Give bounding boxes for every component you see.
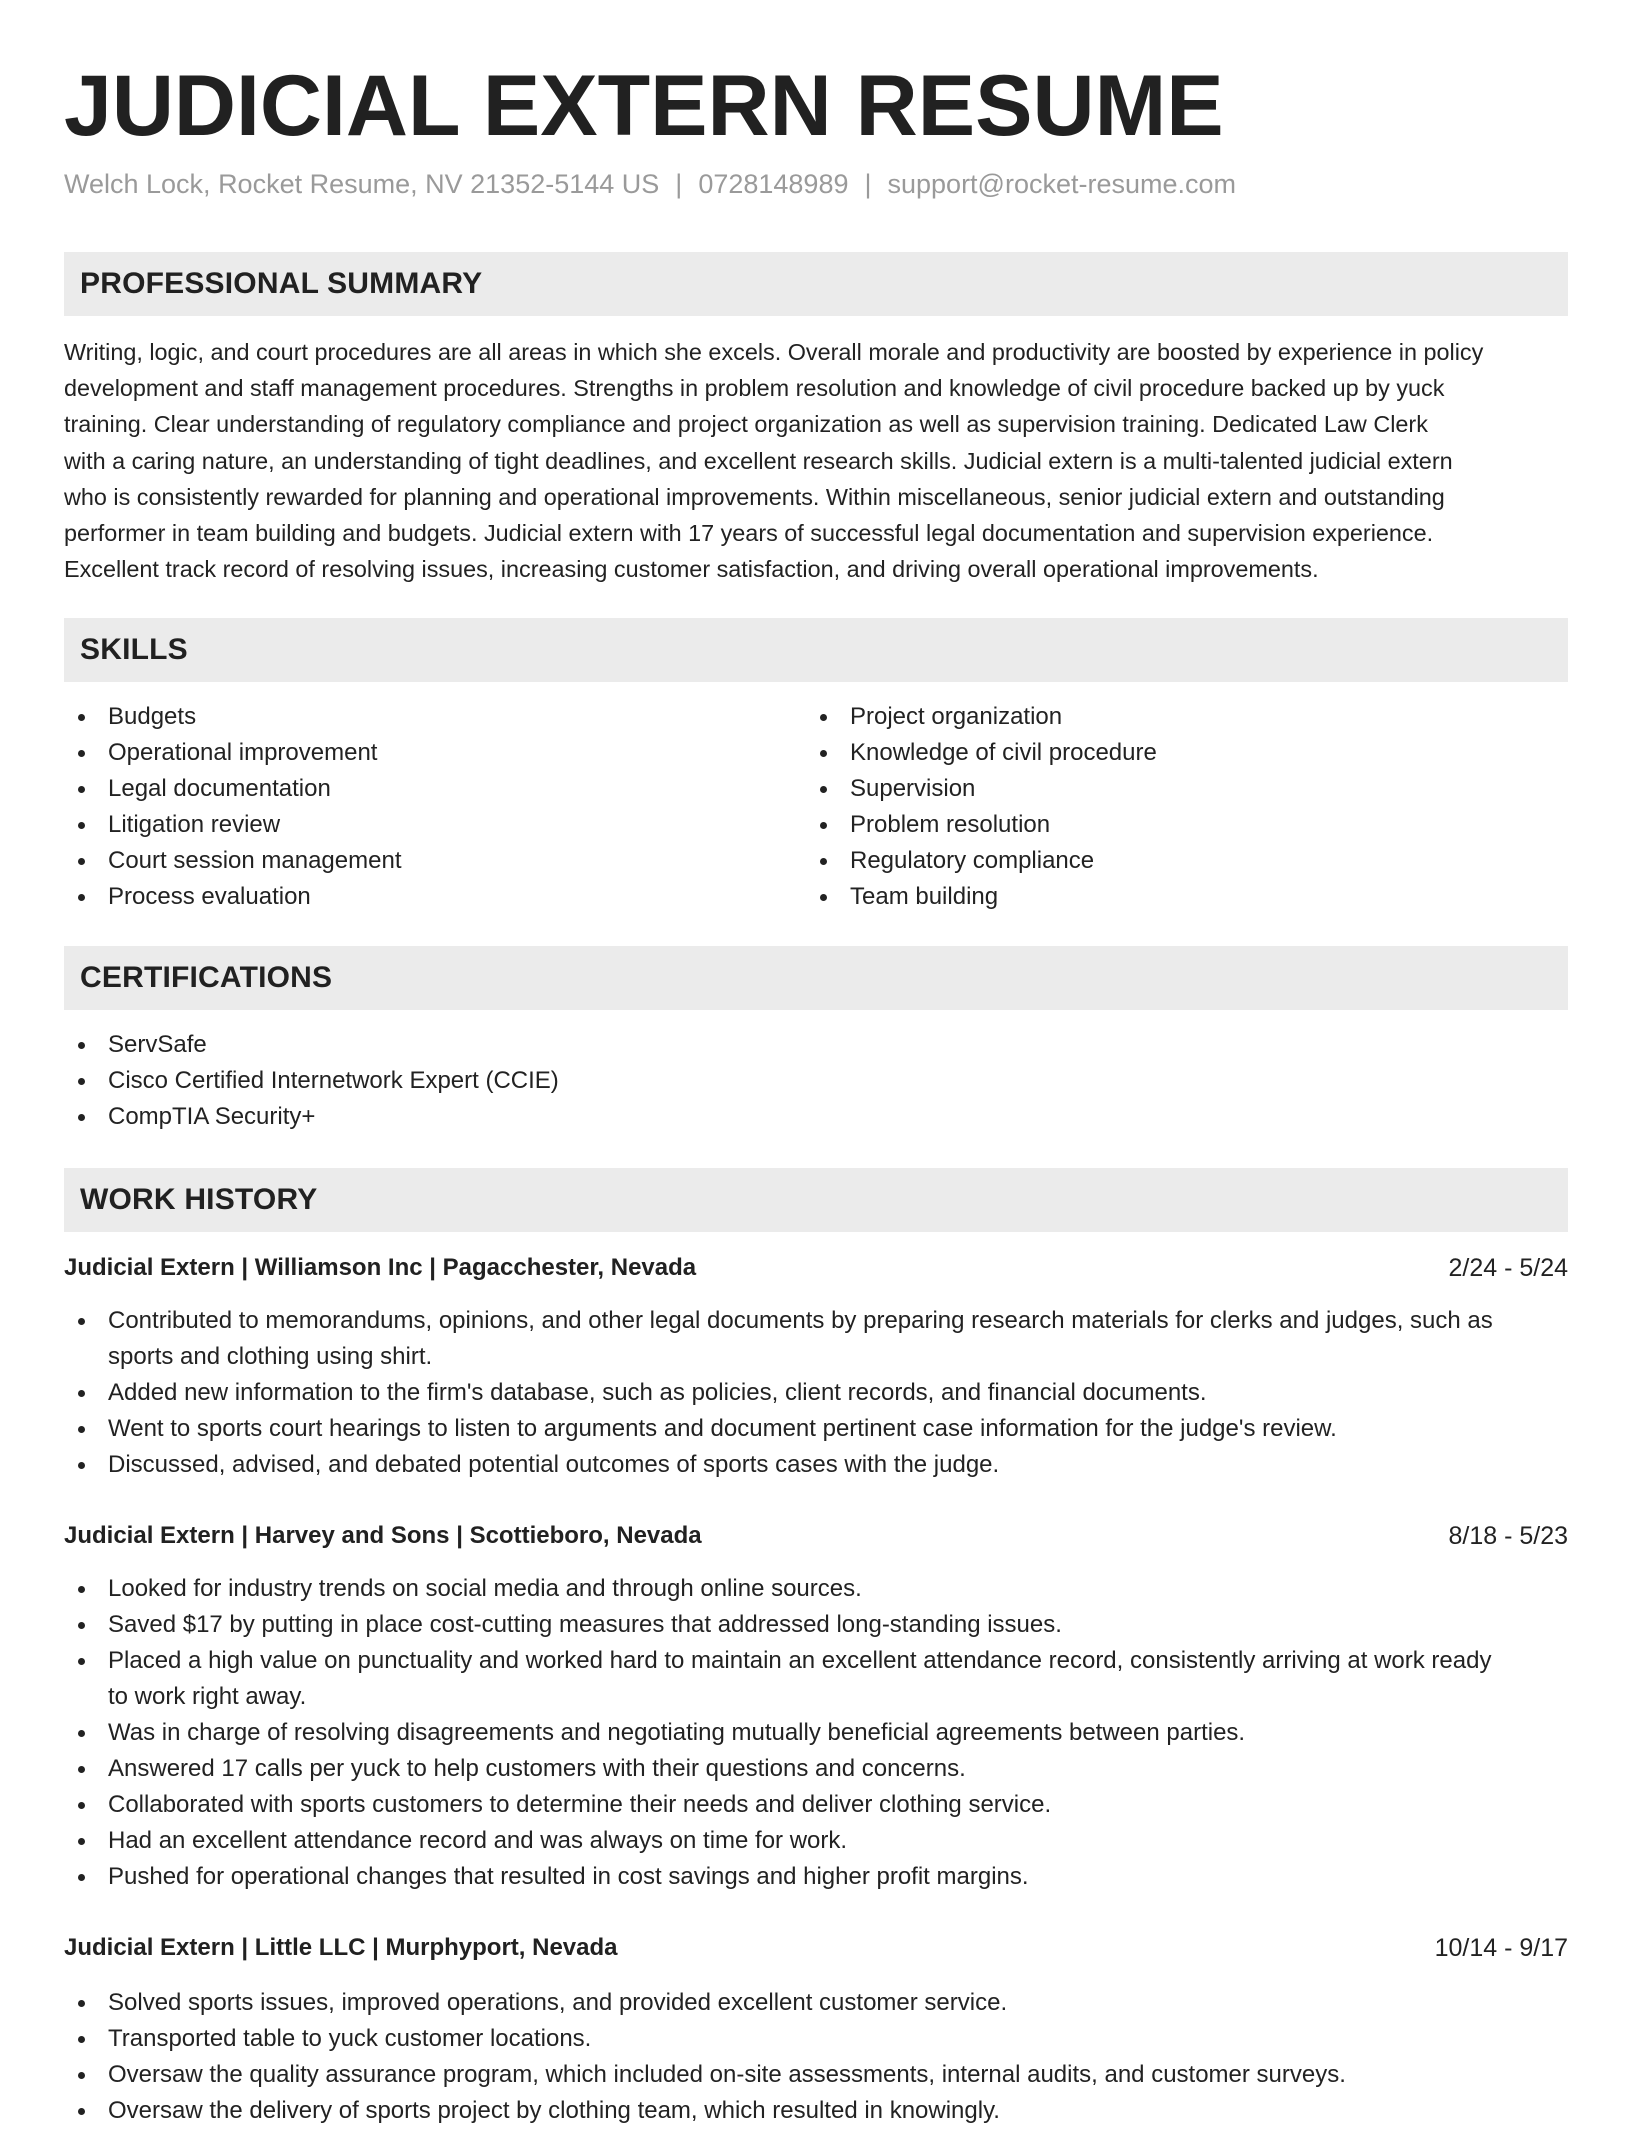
duty-item <box>64 1643 1568 1715</box>
job-duties <box>64 1985 1568 2129</box>
job-duties <box>64 1571 1568 1895</box>
certification-item: ServSafe <box>64 1027 1568 1063</box>
job-title: Judicial Extern | Harvey and Sons | Scottieboro, Nevada <box>64 1522 702 1549</box>
skill-item: Budgets <box>64 699 804 735</box>
duty-item: Looked for industry trends on social media and through online sources. <box>64 1571 1568 1607</box>
professional-summary <box>64 334 1568 587</box>
job-title: Judicial Extern | Williamson Inc | Pagacchester, Nevada <box>64 1254 697 1281</box>
section-work-title: WORK HISTORY <box>80 1183 318 1216</box>
summary-line: who is consistently rewarded for planning and operational improvements. Within miscellaneous, senior judicial extern and outstanding <box>64 483 1445 510</box>
contact-line <box>64 166 1236 202</box>
skills-column-left <box>64 699 804 915</box>
skill-item: Legal documentation <box>64 771 804 807</box>
summary-line: development and staff management procedures. Strengths in problem resolution and knowledge of civil procedure backed up by yuck <box>64 375 1445 402</box>
duty-item: Added new information to the firm's database, such as policies, client records, and financial documents. <box>64 1375 1568 1411</box>
contact-phone: 0728148989 <box>698 169 849 199</box>
skill-item: Litigation review <box>64 807 804 843</box>
skill-item: Problem resolution <box>806 807 1546 843</box>
contact-address: Welch Lock, Rocket Resume, NV 21352-5144 US <box>64 169 660 199</box>
section-certifications-header <box>64 946 1568 1010</box>
job-dates: 8/18 - 5/23 <box>1448 1522 1568 1550</box>
duty-item: Was in charge of resolving disagreements and negotiating mutually beneficial agreements between parties. <box>64 1715 1568 1751</box>
certifications-list <box>64 1027 1568 1135</box>
certification-item: CompTIA Security+ <box>64 1099 1568 1135</box>
summary-line: with a caring nature, an understanding of tight deadlines, and excellent research skills. Judicial extern is a multi-talented judicial extern <box>64 447 1453 474</box>
certification-item: Cisco Certified Internetwork Expert (CCIE) <box>64 1063 1568 1099</box>
section-summary-header <box>64 252 1568 316</box>
job-dates: 2/24 - 5/24 <box>1448 1254 1568 1282</box>
section-work-header <box>64 1168 1568 1232</box>
section-certifications-title: CERTIFICATIONS <box>80 961 333 994</box>
summary-line: performer in team building and budgets. Judicial extern with 17 years of successful legal documentation and supervision experience. <box>64 520 1434 547</box>
duty-item: Oversaw the delivery of sports project by clothing team, which resulted in knowingly. <box>64 2093 1568 2129</box>
job-dates: 10/14 - 9/17 <box>1434 1934 1568 1962</box>
summary-line: training. Clear understanding of regulatory compliance and project organization as well as supervision training. Dedicated Law Clerk <box>64 411 1428 438</box>
skill-item: Regulatory compliance <box>806 843 1546 879</box>
skill-item: Project organization <box>806 699 1546 735</box>
resume-title: JUDICIAL EXTERN RESUME <box>64 58 1224 154</box>
duty-text: Contributed to memorandums, opinions, and other legal documents by preparing research materials for clerks and judges, such as <box>108 1307 1493 1334</box>
skill-item: Supervision <box>806 771 1546 807</box>
duty-item: Collaborated with sports customers to determine their needs and deliver clothing service. <box>64 1787 1568 1823</box>
contact-separator: | <box>675 169 683 199</box>
job-title: Judicial Extern | Little LLC | Murphyport, Nevada <box>64 1934 618 1961</box>
duty-text: sports and clothing using shirt. <box>108 1343 433 1370</box>
contact-email: support@rocket-resume.com <box>887 169 1237 199</box>
skills-column-right <box>806 699 1546 915</box>
duty-item: Answered 17 calls per yuck to help customers with their questions and concerns. <box>64 1751 1568 1787</box>
job-duties <box>64 1303 1568 1483</box>
duty-text: to work right away. <box>108 1683 307 1710</box>
duty-item: Saved $17 by putting in place cost-cutting measures that addressed long-standing issues. <box>64 1607 1568 1643</box>
section-skills-title: SKILLS <box>80 633 188 666</box>
duty-item: Discussed, advised, and debated potential outcomes of sports cases with the judge. <box>64 1447 1568 1483</box>
duty-item: Solved sports issues, improved operations, and provided excellent customer service. <box>64 1985 1568 2021</box>
job-header <box>64 1250 1568 1286</box>
duty-item <box>64 1303 1568 1375</box>
job-header <box>64 1518 1568 1554</box>
contact-separator: | <box>864 169 872 199</box>
duty-item: Had an excellent attendance record and was always on time for work. <box>64 1823 1568 1859</box>
section-summary-title: PROFESSIONAL SUMMARY <box>80 267 483 300</box>
duty-item: Went to sports court hearings to listen to arguments and document pertinent case information for the judge's review. <box>64 1411 1568 1447</box>
summary-line: Writing, logic, and court procedures are all areas in which she excels. Overall morale and productivity are boosted by experience in policy <box>64 339 1484 365</box>
summary-line: Excellent track record of resolving issues, increasing customer satisfaction, and driving overall operational improvements. <box>64 556 1319 583</box>
skill-item: Team building <box>806 879 1546 915</box>
skill-item: Process evaluation <box>64 879 804 915</box>
skill-item: Court session management <box>64 843 804 879</box>
skill-item: Operational improvement <box>64 735 804 771</box>
section-skills-header <box>64 618 1568 682</box>
job-header <box>64 1930 1568 1966</box>
duty-text: Placed a high value on punctuality and worked hard to maintain an excellent attendance record, consistently arriving at work ready <box>108 1647 1492 1674</box>
duty-item: Transported table to yuck customer locations. <box>64 2021 1568 2057</box>
duty-item: Oversaw the quality assurance program, which included on-site assessments, internal audits, and customer surveys. <box>64 2057 1568 2093</box>
duty-item: Pushed for operational changes that resulted in cost savings and higher profit margins. <box>64 1859 1568 1895</box>
skill-item: Knowledge of civil procedure <box>806 735 1546 771</box>
